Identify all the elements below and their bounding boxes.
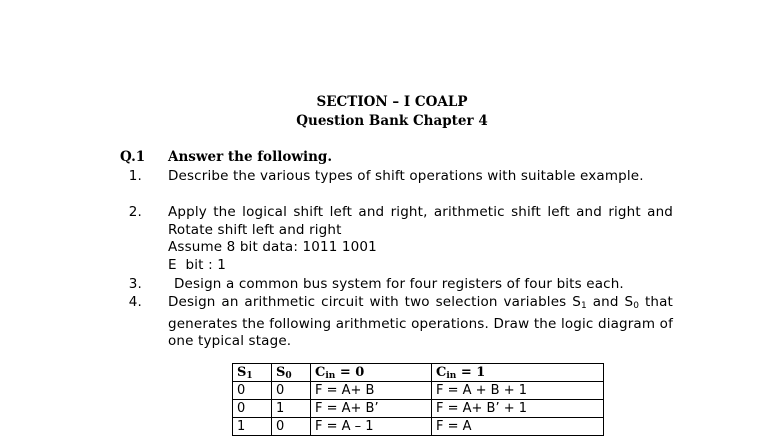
item-text-4: Design an arithmetic circuit with two selection variables $S_1$ and $S_0$ that generates the following arithmetic operations. Draw the logic diagram of one typical stage. xyxy=(168,294,673,349)
cell-s0: 1 xyxy=(272,400,311,418)
item-text-3: Design a common bus system for four registers of four bits each. xyxy=(174,276,624,292)
header-s1: $S_1$ xyxy=(233,364,272,382)
table-header-row xyxy=(233,364,604,382)
cell-s0: 0 xyxy=(272,382,311,400)
cell-cin1: F = A xyxy=(432,418,604,436)
item-2-data: Assume 8 bit data: 1011 1001 xyxy=(168,239,377,255)
cell-s1: 1 xyxy=(233,418,272,436)
cell-s1: 0 xyxy=(233,400,272,418)
question-number: Q.1 xyxy=(120,149,146,165)
header-cin-1: $C_{in} = 1$ xyxy=(432,364,604,382)
item-number-2: 2. xyxy=(128,204,142,220)
cell-cin0: F = A+ B’ xyxy=(311,400,432,418)
item-text-2: Apply the logical shift left and right, arithmetic shift left and right and Rotate shift left and right xyxy=(168,204,673,238)
section-title: SECTION – I COALP xyxy=(316,94,468,110)
table-row xyxy=(233,418,604,436)
chapter-title: Question Bank Chapter 4 xyxy=(296,113,488,129)
header-cin-0: $C_{in} = 0$ xyxy=(311,364,432,382)
table-row xyxy=(233,382,604,400)
item-number-3: 3. xyxy=(128,276,142,292)
cell-cin0: F = A+ B xyxy=(311,382,432,400)
item-number-1: 1. xyxy=(128,168,142,184)
cell-cin1: F = A + B + 1 xyxy=(432,382,604,400)
cell-s1: 0 xyxy=(233,382,272,400)
question-heading: Answer the following. xyxy=(168,149,333,165)
table-row xyxy=(233,400,604,418)
cell-cin0: F = A – 1 xyxy=(311,418,432,436)
cell-cin1: F = A+ B’ + 1 xyxy=(432,400,604,418)
arithmetic-operations-table xyxy=(232,363,604,436)
item-2-ebit: E bit : 1 xyxy=(168,257,226,273)
item-text-1: Describe the various types of shift operations with suitable example. xyxy=(168,168,644,184)
header-s0: $S_0$ xyxy=(272,364,311,382)
item-number-4: 4. xyxy=(128,294,142,310)
cell-s0: 0 xyxy=(272,418,311,436)
